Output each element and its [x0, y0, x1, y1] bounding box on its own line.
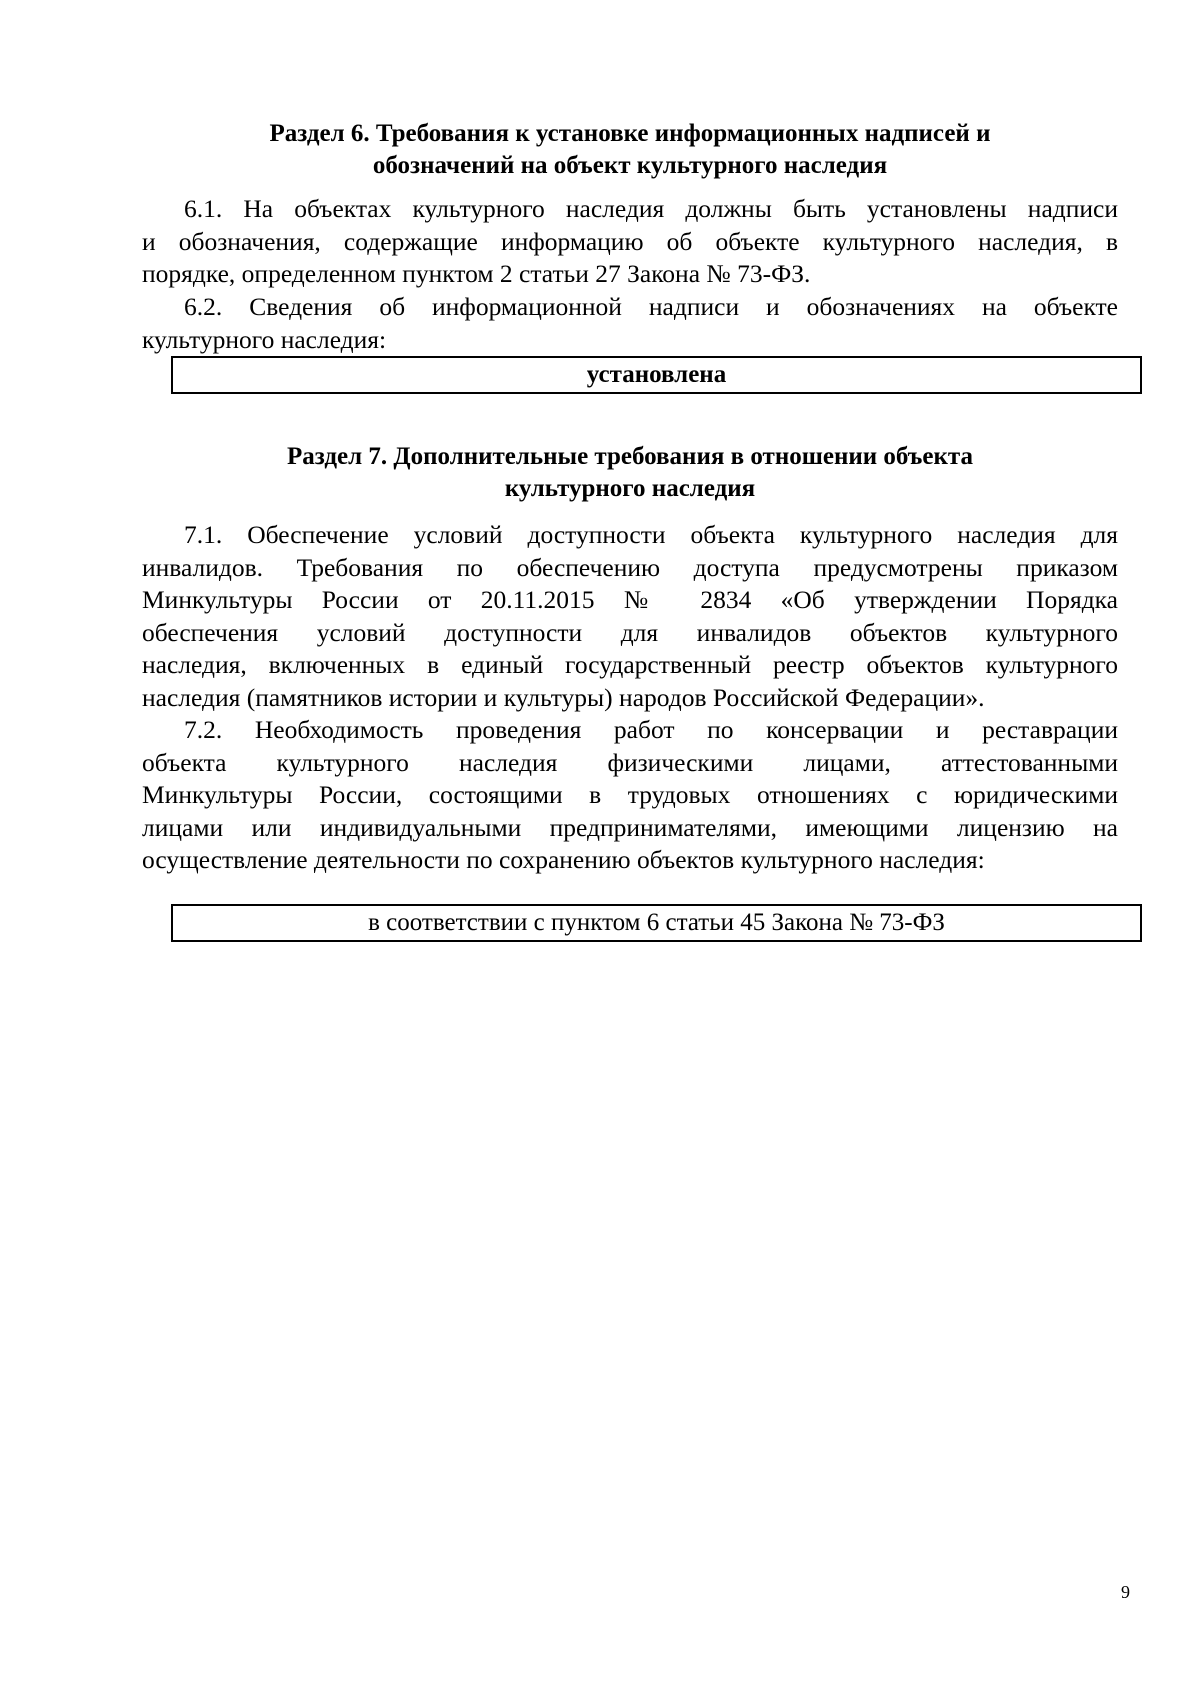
- section-6-heading: [142, 118, 1118, 182]
- info-inscription-status-box: установлена: [171, 356, 1142, 394]
- section-7-heading: [142, 441, 1118, 505]
- paragraph-line: 7.1. Обеспечение условий доступности объекта культурного наследия для: [184, 520, 1118, 549]
- paragraph-line: наследия, включенных в единый государственный реестр объектов культурного: [142, 650, 1118, 679]
- restoration-requirement-box: в соответствии с пунктом 6 статьи 45 Закона № 73-ФЗ: [171, 904, 1142, 942]
- paragraph-line: 7.2. Необходимость проведения работ по консервации и реставрации: [184, 715, 1118, 744]
- paragraph-line: Минкультуры России, состоящими в трудовых отношениях с юридическими: [142, 780, 1118, 809]
- section-6-heading-line-2: обозначений на объект культурного наследия: [372, 152, 888, 179]
- paragraph-line: и обозначения, содержащие информацию об объекте культурного наследия, в: [142, 226, 1118, 256]
- section-7-heading-line-1: Раздел 7. Дополнительные требования в отношении объекта: [287, 443, 973, 470]
- paragraph-6-1: [142, 193, 1118, 291]
- paragraph-line: наследия (памятников истории и культуры) народов Российской Федерации».: [142, 682, 985, 712]
- paragraph-7-1: [142, 519, 1118, 714]
- paragraph-line: порядке, определенном пунктом 2 статьи 27 Закона № 73-ФЗ.: [142, 259, 811, 288]
- paragraph-line: Минкультуры России от 20.11.2015 № 2834 «Об утверждении Порядка: [142, 585, 1118, 614]
- paragraph-line: осуществление деятельности по сохранению объектов культурного наследия:: [142, 845, 985, 874]
- paragraph-line: обеспечения условий доступности для инвалидов объектов культурного: [142, 617, 1118, 647]
- section-7-heading-line-2: культурного наследия: [504, 475, 756, 502]
- section-6-heading-line-1: Раздел 6. Требования к установке информационных надписей и: [269, 120, 991, 147]
- paragraph-6-2: [142, 291, 1118, 356]
- paragraph-line: 6.1. На объектах культурного наследия должны быть установлены надписи: [184, 194, 1118, 223]
- paragraph-line: культурного наследия:: [142, 324, 387, 354]
- paragraph-line: 6.2. Сведения об информационной надписи и обозначениях на объекте: [184, 292, 1118, 321]
- paragraph-line: объекта культурного наследия физическими лицами, аттестованными: [142, 747, 1118, 777]
- paragraph-7-2: [142, 714, 1118, 877]
- paragraph-line: инвалидов. Требования по обеспечению доступа предусмотрены приказом: [142, 552, 1118, 582]
- page-number: 9: [1121, 1582, 1130, 1602]
- paragraph-line: лицами или индивидуальными предпринимателями, имеющими лицензию на: [142, 812, 1118, 842]
